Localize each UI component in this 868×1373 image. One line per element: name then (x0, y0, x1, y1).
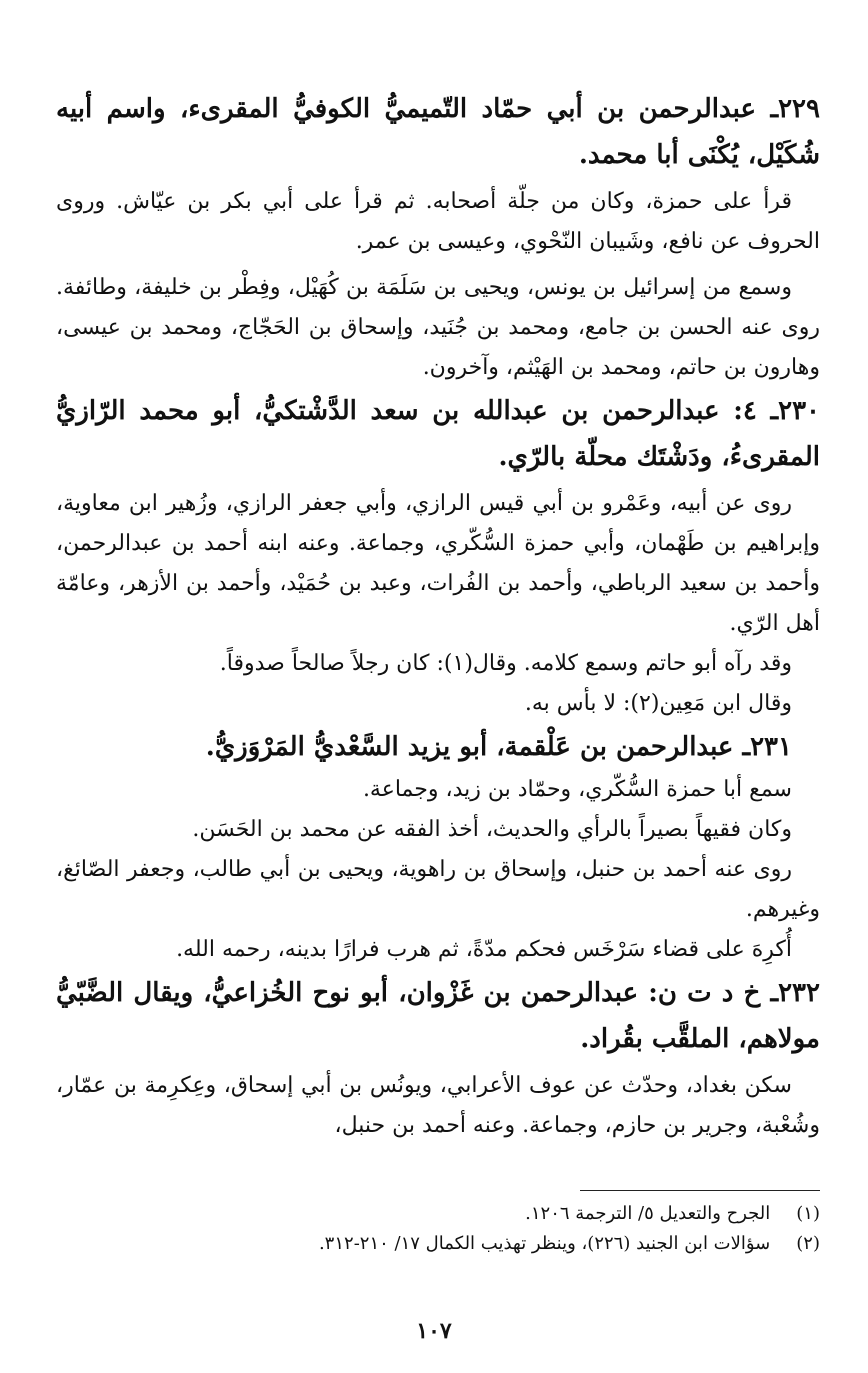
entry-paragraph: روى عنه أحمد بن حنبل، وإسحاق بن راهوية، ويحيى بن أبي طالب، وجعفر الصّائغ، وغيرهم. (56, 857, 820, 922)
entry-paragraph: روى عن أبيه، وعَمْرو بن أبي قيس الرازي، وأبي جعفر الرازي، وزُهير ابن معاوية، وإبراهيم بن طَهْمان، وأبي حمزة السُّكّري، وجماعة. وعنه ابنه أحمد بن عبدالرحمن، وأحمد بن سعيد الرباطي، وأحمد بن الفُرات، وعبد بن حُمَيْد، وأحمد بن الأزهر، وعامّة أهل الرّي. (56, 491, 820, 636)
footnote-text: الجرح والتعديل ٥/ الترجمة ١٢٠٦. (525, 1203, 771, 1224)
footnote-text: سؤالات ابن الجنيد (٢٢٦)، وينظر تهذيب الكمال ١٧/ ٢١٠-٣١٢. (318, 1233, 771, 1254)
entry-231 (56, 724, 820, 970)
entry-paragraph: وكان فقيهاً بصيراً بالرأي والحديث، أخذ الفقه عن محمد بن الحَسَن. (192, 817, 792, 842)
entry-paragraph: أُكرِهَ على قضاء سَرْخَس فحكم مدّةً، ثم هرب فرارًا بدينه، رحمه الله. (176, 937, 792, 962)
entry-paragraph: وسمع من إسرائيل بن يونس، ويحيى بن سَلَمَة بن كُهَيْل، وفِطْر بن خليفة، وطائفة. روى عنه الحسن بن جامع، ومحمد بن جُنَيد، وإسحاق بن الحَجّاج، ومحمد بن عيسى، وهارون بن حاتم، ومحمد بن الهَيْثم، وآخرون. (56, 275, 820, 380)
footnotes (56, 1190, 820, 1259)
footnote-1 (56, 1199, 820, 1229)
entry-paragraph: وقال ابن مَعِين(٢): لا بأس به. (524, 691, 792, 716)
footnote-number: (٢) (796, 1233, 820, 1254)
entry-229 (56, 86, 820, 388)
entry-heading: ٢٢٩ـ عبدالرحمن بن أبي حمّاد التّميميُّ الكوفيُّ المقرىء، واسم أبيه شُكَيْل، يُكْنَى أبا محمد. (56, 94, 820, 170)
page-number: ١٠٧ (416, 1318, 452, 1344)
footnote-number: (١) (796, 1203, 820, 1224)
entry-paragraph: قرأ على حمزة، وكان من جلّة أصحابه. ثم قرأ على أبي بكر بن عيّاش. وروى الحروف عن نافع، وشَيبان النّحْوي، وعيسى بن عمر. (56, 189, 820, 254)
entry-heading: ٢٣٢ـ خ د ت ن: عبدالرحمن بن غَزْوان، أبو نوح الخُزاعيُّ، ويقال الضَّبّيُّ مولاهم، الملقَّب بقُراد. (56, 978, 820, 1054)
footnote-2 (56, 1229, 820, 1259)
entry-heading: ٢٣٠ـ ٤: عبدالرحمن بن عبدالله بن سعد الدَّشْتكيُّ، أبو محمد الرّازيُّ المقرىءُ، ودَشْتَك محلّة بالرّي. (56, 396, 821, 472)
entry-232 (56, 970, 820, 1146)
entry-paragraph: وقد رآه أبو حاتم وسمع كلامه. وقال(١): كان رجلاً صالحاً صدوقاً. (219, 651, 792, 676)
entry-heading: ٢٣١ـ عبدالرحمن بن عَلْقمة، أبو يزيد السَّعْديُّ المَرْوَزيُّ. (205, 732, 792, 762)
entry-230 (56, 388, 820, 724)
entry-paragraph: سمع أبا حمزة السُّكّري، وحمّاد بن زيد، وجماعة. (362, 777, 792, 802)
entry-paragraph: سكن بغداد، وحدّث عن عوف الأعرابي، ويونُس بن أبي إسحاق، وعِكرِمة بن عمّار، وشُعْبة، وجرير بن حازم، وجماعة. وعنه أحمد بن حنبل، (56, 1073, 820, 1138)
footnote-divider (580, 1190, 820, 1191)
